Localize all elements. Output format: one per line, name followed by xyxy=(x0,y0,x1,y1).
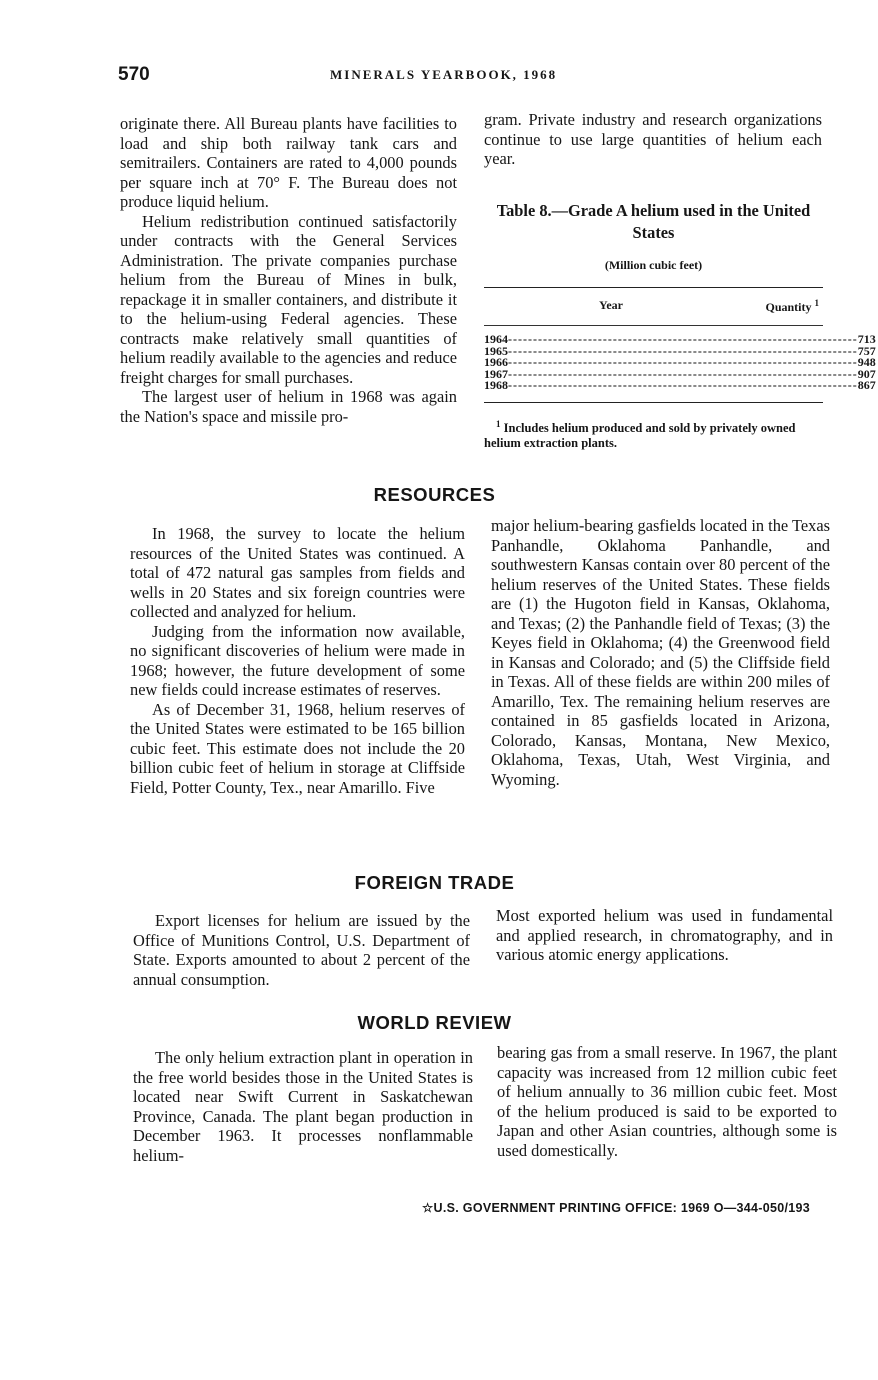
column-header-year: Year xyxy=(599,298,623,312)
paragraph: As of December 31, 1968, helium reserves of the United States were estimated to be 165 billion cubic feet. This estimate does not include the 20 billion cubic feet of helium in storage at Cliffside Field, Potter County, Tex., near Amarillo. Five xyxy=(130,699,465,797)
page-number: 570 xyxy=(118,64,150,85)
column-header-quantity: Quantity $^1$ xyxy=(765,298,819,314)
cell-quantity: 907 xyxy=(857,366,876,381)
paragraph: Export licenses for helium are issued by the Office of Munitions Control, U.S. Department of State. Exports amounted to about 2 percent of the annual consumption. xyxy=(133,911,470,989)
book-title: MINERALS YEARBOOK, 1968 xyxy=(330,67,558,82)
paragraph: gram. Private industry and research organizations continue to use large quantities of helium each year. xyxy=(484,110,822,168)
running-head xyxy=(118,64,828,88)
world-review-right-column xyxy=(497,1043,837,1160)
footnote-ref: 1 xyxy=(814,298,819,308)
printing-office-footer xyxy=(422,1200,842,1215)
leader-dots: ---------------------------------------------------------------------- xyxy=(508,343,858,358)
leader-dots: ---------------------------------------------------------------------- xyxy=(508,355,858,369)
table-8 xyxy=(484,200,876,451)
table-row xyxy=(484,378,876,392)
cell-year: 1968 xyxy=(484,378,508,392)
top-right-column xyxy=(484,110,822,169)
table-footnote: $^1$ Includes helium produced and sold by privately owned helium extraction plants. xyxy=(484,418,796,450)
cell-quantity: 948 xyxy=(857,355,876,369)
cell-year: 1967 xyxy=(484,366,508,381)
data-table xyxy=(484,287,876,403)
leader-dots: ---------------------------------------------------------------------- xyxy=(508,332,858,346)
foreign-trade-right-column xyxy=(496,906,833,965)
cell-year: 1966 xyxy=(484,355,508,369)
resources-right-column xyxy=(491,516,830,789)
footnote-mark: 1 xyxy=(496,418,501,429)
cell-quantity: 867 xyxy=(857,378,876,392)
star-icon: ☆ xyxy=(422,1201,434,1215)
cell-year: 1964 xyxy=(484,332,508,346)
section-heading-foreign-trade: FOREIGN TRADE xyxy=(354,872,515,893)
table-units: (Million cubic feet) xyxy=(604,258,703,272)
paragraph: Helium redistribution continued satisfactorily under contracts with the General Services Administration. The private companies purchase helium from the Bureau of Mines in bulk, repackage it in smaller containers, and distribute it to the helium-using Federal agencies. These contracts make relatively small quantities of helium readily available to the agencies and reduce freight charges for small purchases. xyxy=(120,211,457,387)
foreign-trade-left-column xyxy=(133,911,470,989)
paragraph: Most exported helium was used in fundamental and applied research, in chromatography, and in various atomic energy applications. xyxy=(496,906,833,964)
paragraph: major helium-bearing gasfields located in the Texas Panhandle, Oklahoma Panhandle, and southwestern Kansas contain over 80 percent of the helium reserves of the United States. These fields are (1) the Hugoton field in Kansas, Oklahoma, and Texas; (2) the Panhandle field of Texas; (3) the Keyes field in Oklahoma; (4) the Greenwood field in Kansas and Colorado; and (5) the Cliffside field in Texas. All of these fields are within 200 miles of Amarillo, Tex. The remaining helium reserves are contained in 85 gasfields located in Arizona, Colorado, Kansas, Montana, New Mexico, Oklahoma, Texas, Utah, West Virginia, and Wyoming. xyxy=(491,516,831,789)
paragraph: bearing gas from a small reserve. In 1967, the plant capacity was increased from 12 million cubic feet of helium annually to 36 million cubic feet. Most of the helium produced is said to be exported to Japan and other Asian countries, although some is used domestically. xyxy=(497,1043,837,1160)
section-heading-world-review: WORLD REVIEW xyxy=(357,1012,512,1033)
cell-quantity: 713 xyxy=(857,332,876,346)
table-title: Table 8.—Grade A helium used in the United States xyxy=(496,201,811,242)
section-heading-resources: RESOURCES xyxy=(373,484,496,505)
paragraph: originate there. All Bureau plants have facilities to load and ship both railway tank cars and semitrailers. Containers are rated to 4,000 pounds per square inch at 70° F. The Bureau does not produce liquid helium. xyxy=(120,114,457,211)
paragraph: The largest user of helium in 1968 was again the Nation's space and missile pro- xyxy=(120,387,457,426)
table-header xyxy=(484,288,823,326)
world-review-left-column xyxy=(133,1048,473,1165)
resources-left-column xyxy=(130,524,465,797)
top-left-column xyxy=(120,114,457,426)
leader-dots: ---------------------------------------------------------------------- xyxy=(508,366,858,381)
paragraph: The only helium extraction plant in operation in the free world besides those in the United States is located near Swift Current in Saskatchewan Province, Canada. The plant began production in December 1963. It processes nonflammable helium- xyxy=(133,1048,473,1165)
cell-quantity: 757 xyxy=(857,343,876,358)
footer-text: U.S. GOVERNMENT PRINTING OFFICE: 1969 O—344-050/193 xyxy=(433,1201,811,1215)
cell-year: 1965 xyxy=(484,343,508,358)
paragraph: Judging from the information now available, no significant discoveries of helium were made in 1968; however, the future development of some new fields could increase estimates of reserves. xyxy=(130,621,465,699)
table-body xyxy=(484,326,876,402)
leader-dots: ---------------------------------------------------------------------- xyxy=(508,378,858,392)
paragraph: In 1968, the survey to locate the helium resources of the United States was continued. A total of 472 natural gas samples from fields and wells in 20 States and six foreign countries were collected and analyzed for helium. xyxy=(130,524,465,621)
